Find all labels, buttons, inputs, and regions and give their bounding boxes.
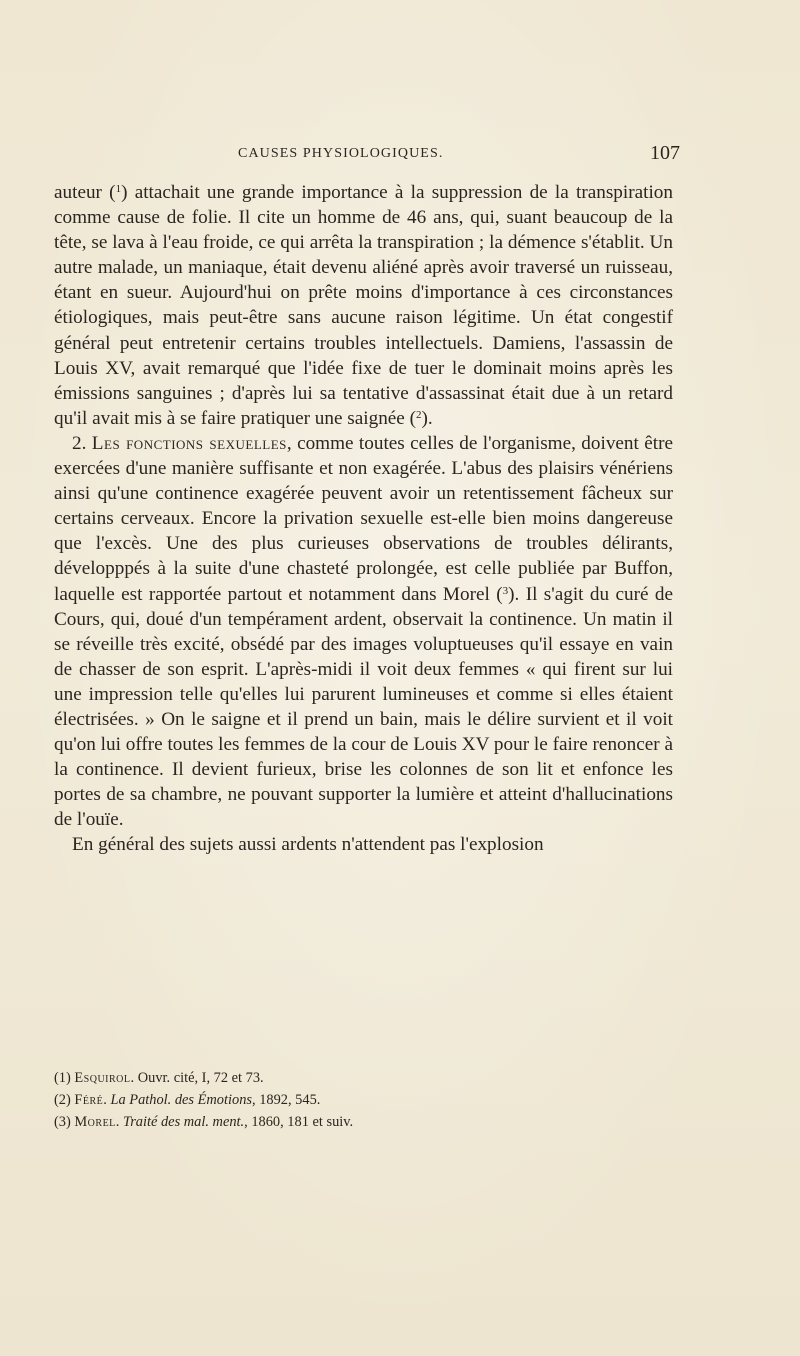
footnote-ref-2: 2 bbox=[416, 408, 422, 421]
footnote-3 bbox=[54, 1111, 654, 1133]
paragraph-1-text-a: auteur ( bbox=[54, 182, 116, 203]
paragraph-2-text-a: , comme toutes celles de l'organisme, doivent être exercées d'une manière suffisante et non exagérée. L'abus des plaisirs vénériens ainsi qu'une continence exagérée peuvent avoir un retentissement fâcheux sur certains cerveaux. Encore la privation sexuelle est-elle bien moins dangereuse que l'excès. Une des plus curieuses observations de troubles délirants, développpés à la suite d'une chasteté prolongée, est celle publiée par Buffon, laquelle est rapportée partout et notamment dans Morel ( bbox=[54, 432, 673, 605]
footnote-2-tail: , 1892, 545. bbox=[252, 1092, 321, 1108]
footnote-3-tail: , 1860, 181 et suiv. bbox=[244, 1114, 354, 1130]
footnote-2-number: (2) bbox=[54, 1092, 75, 1108]
footnote-1-text: . Ouvr. cité, I, 72 et 73. bbox=[130, 1070, 264, 1086]
paragraph-2-text-b: ). Il s'agit du curé de Cours, qui, doué d'un tempérament ardent, observait la continence. Un matin il se réveille très excité, obsédé par des images voluptueuses qu'il essaye en vain de chasser de son esprit. L'après-midi il voit deux femmes « qui firent sur lui une impression telle qu'elles lui parurent lumineuses et comme si elles étaient électrisées. » On le saigne et il prend un bain, mais le délire survient et il voit qu'on lui offre toutes les femmes de la cour de Louis XV pour le faire renoncer à la continence. Il devient furieux, brise les colonnes de son lit et enfonce les portes de sa chambre, ne pouvant supporter la lumière et atteint d'hallucinations de l'ouïe. bbox=[54, 583, 673, 831]
page-number: 107 bbox=[650, 142, 680, 164]
footnote-1-author: Esquirol bbox=[74, 1070, 131, 1086]
footnote-ref-3: 3 bbox=[502, 584, 509, 597]
paragraph-1-text-end: ). bbox=[421, 407, 433, 429]
paragraph-1 bbox=[54, 180, 673, 431]
footnotes bbox=[54, 1067, 654, 1133]
footnote-3-text: . bbox=[115, 1114, 123, 1130]
footnote-3-number: (3) bbox=[54, 1114, 75, 1130]
paragraph-2-number: 2. bbox=[72, 432, 92, 454]
footnote-2-text: . bbox=[103, 1092, 111, 1108]
footnote-3-author: Morel bbox=[74, 1114, 116, 1130]
page-header bbox=[200, 142, 680, 170]
paragraph-3-text: En général des sujets aussi ardents n'attendent pas l'explosion bbox=[72, 834, 544, 856]
footnote-2 bbox=[54, 1089, 654, 1111]
footnote-1-number: (1) bbox=[54, 1070, 75, 1086]
paragraph-1-text-b: ) attachait une grande importance à la suppression de la transpiration comme cause de folie. Il cite un homme de 46 ans, qui, suant beaucoup de la tête, se lava à l'eau froide, ce qui arrêta la transpiration ; la démence s'établit. Un autre malade, un maniaque, était devenu aliéné après avoir traversé un ruisseau, étant en sueur. Aujourd'hui on prête moins d'importance à ces circonstances étiologiques, mais peut-être sans aucune raison légitime. Un état congestif général peut entretenir certains troubles intellectuels. Damiens, l'assassin de Louis XV, avait remarqué que l'idée fixe de tuer le dominait moins après les émissions sanguines ; d'après lui sa tentative d'assassinat était due à un retard qu'il avait mis à se faire pratiquer une saignée ( bbox=[54, 182, 673, 429]
paragraph-2 bbox=[54, 431, 673, 833]
footnote-2-author: Féré bbox=[74, 1092, 104, 1108]
running-title: CAUSES PHYSIOLOGIQUES. bbox=[238, 146, 444, 161]
footnote-2-title: La Pathol. des Émotions bbox=[110, 1092, 252, 1108]
paragraph-3 bbox=[54, 832, 673, 857]
footnote-3-title: Traité des mal. ment. bbox=[123, 1114, 245, 1130]
footnote-1 bbox=[54, 1067, 654, 1089]
footnote-ref-1: 1 bbox=[115, 182, 122, 195]
body-text bbox=[54, 180, 673, 858]
paragraph-2-heading: Les fonctions sexuelles bbox=[91, 432, 287, 454]
